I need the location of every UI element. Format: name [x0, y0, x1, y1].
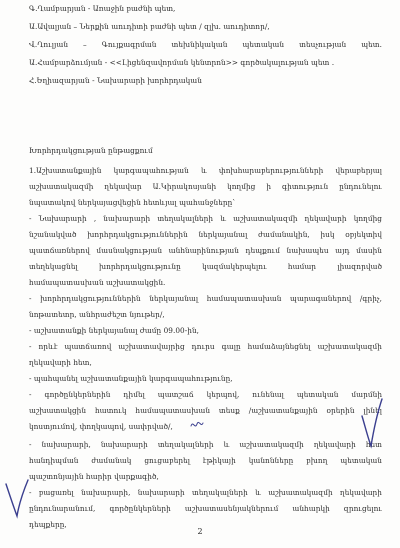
body-line: տեղեկացնել խորհրդակցությունը կազմակերպելու համար լիազորված — [29, 262, 382, 271]
page-number: 2 — [197, 527, 203, 536]
body-line: - որևէ պատճառով աշխատավայրից դուրս գալը համաձայնեցնել աշխատակազմի — [29, 342, 382, 351]
body-line: նշանակված խորհրդակցություններին ներկայանալ ժամանակին, իսկ օբյեկտիվ — [29, 230, 382, 239]
body-line: - բացառել նախարարի, նախարարի տեղակալների և աշխատակազմի ղեկավարի — [29, 488, 382, 497]
agenda-title: Խորհրդակցության ընթացքում — [29, 146, 153, 155]
body-line: նոթատետր, անհրաժեշտ նյութեր/, — [29, 310, 165, 319]
body-line: աշխատակազմի ղեկավար Ա.Կիրակոսյանի կողմից ի գիտություն ընդունելու — [29, 182, 382, 191]
attendee-line: Գ.Ղամբարյան - Առաջին բաժնի պետ, — [29, 4, 176, 13]
body-line: - Նախարարի , նախարարի տեղակալների և աշխատակազմի ղեկավարի կողմից — [29, 214, 382, 223]
body-line: պաշտոնյային հարիր վարքագիծ, — [29, 472, 159, 481]
body-line: նպատակով ներկայացվեցին հետևյալ պահանջները` — [29, 198, 236, 207]
body-line: ղեկավարի հետ, — [29, 358, 92, 367]
body-line: դեպքերը, — [29, 520, 67, 529]
attendee-line: Վ.Ղուլյան – Գույքագրման տեխնիկական պետական տեսչության պետ. — [29, 40, 382, 49]
body-line: կոստյումով, փողկապով, սափրված/, — [29, 422, 173, 431]
body-line: համապատասխան աշխատակցին. — [29, 278, 166, 287]
body-line: 1.Աշխատանքային կարգապահության և փոխհարաբերությունների վերաբերյալ — [29, 166, 382, 175]
handwritten-checkmark-icon — [4, 478, 30, 520]
handwritten-checkmark-icon — [360, 396, 384, 452]
handwritten-squiggle-icon — [190, 418, 204, 432]
attendee-line: Ա.Ավալյան – Ներքին աուդիտի բաժնի պետ / զլխ. աուդիտոր/, — [29, 22, 270, 31]
body-line: - աշխատանքի ներկայանալ ժամը 09.00-ին, — [29, 326, 200, 335]
body-line: - խորհրդակցություններին ներկայանալ համապատասխան պարագաներով /գրիչ, — [29, 294, 382, 303]
body-line: - պահպանել աշխատանքային կարգապահությունը, — [29, 374, 233, 383]
attendee-line: Ա.Համբարձումյան - <<Լիցենզավորման կենտրոն>> գործակալության պետ ․ — [29, 58, 335, 67]
body-line: հանդիպման ժամանակ ցուցաբերել էթիկայի կանոնները բխող պետական — [29, 456, 382, 465]
body-line: աշխատակցին հատուկ համապատասխան տեսք /աշխատանքային օրերին լինել — [29, 406, 382, 415]
body-line: ընդունարանում, գործընկերների աշխատասենյակներում անհարկի զրուցելու — [29, 504, 382, 513]
attendee-line: Հ.Եղիազարյան - Նախարարի խորհրդական — [29, 76, 202, 85]
body-line: - նախարարի, նախարարի տեղակալների և աշխատակազմի ղեկավարի հետ — [29, 440, 382, 449]
body-line: - գործընկերներին դիմել պատշաճ կերպով, ունենալ պետական մարմնի — [29, 390, 382, 399]
body-line: պատճառներով մասնակցության անհնարինության դեպքում նախապես այդ մասին — [29, 246, 382, 255]
